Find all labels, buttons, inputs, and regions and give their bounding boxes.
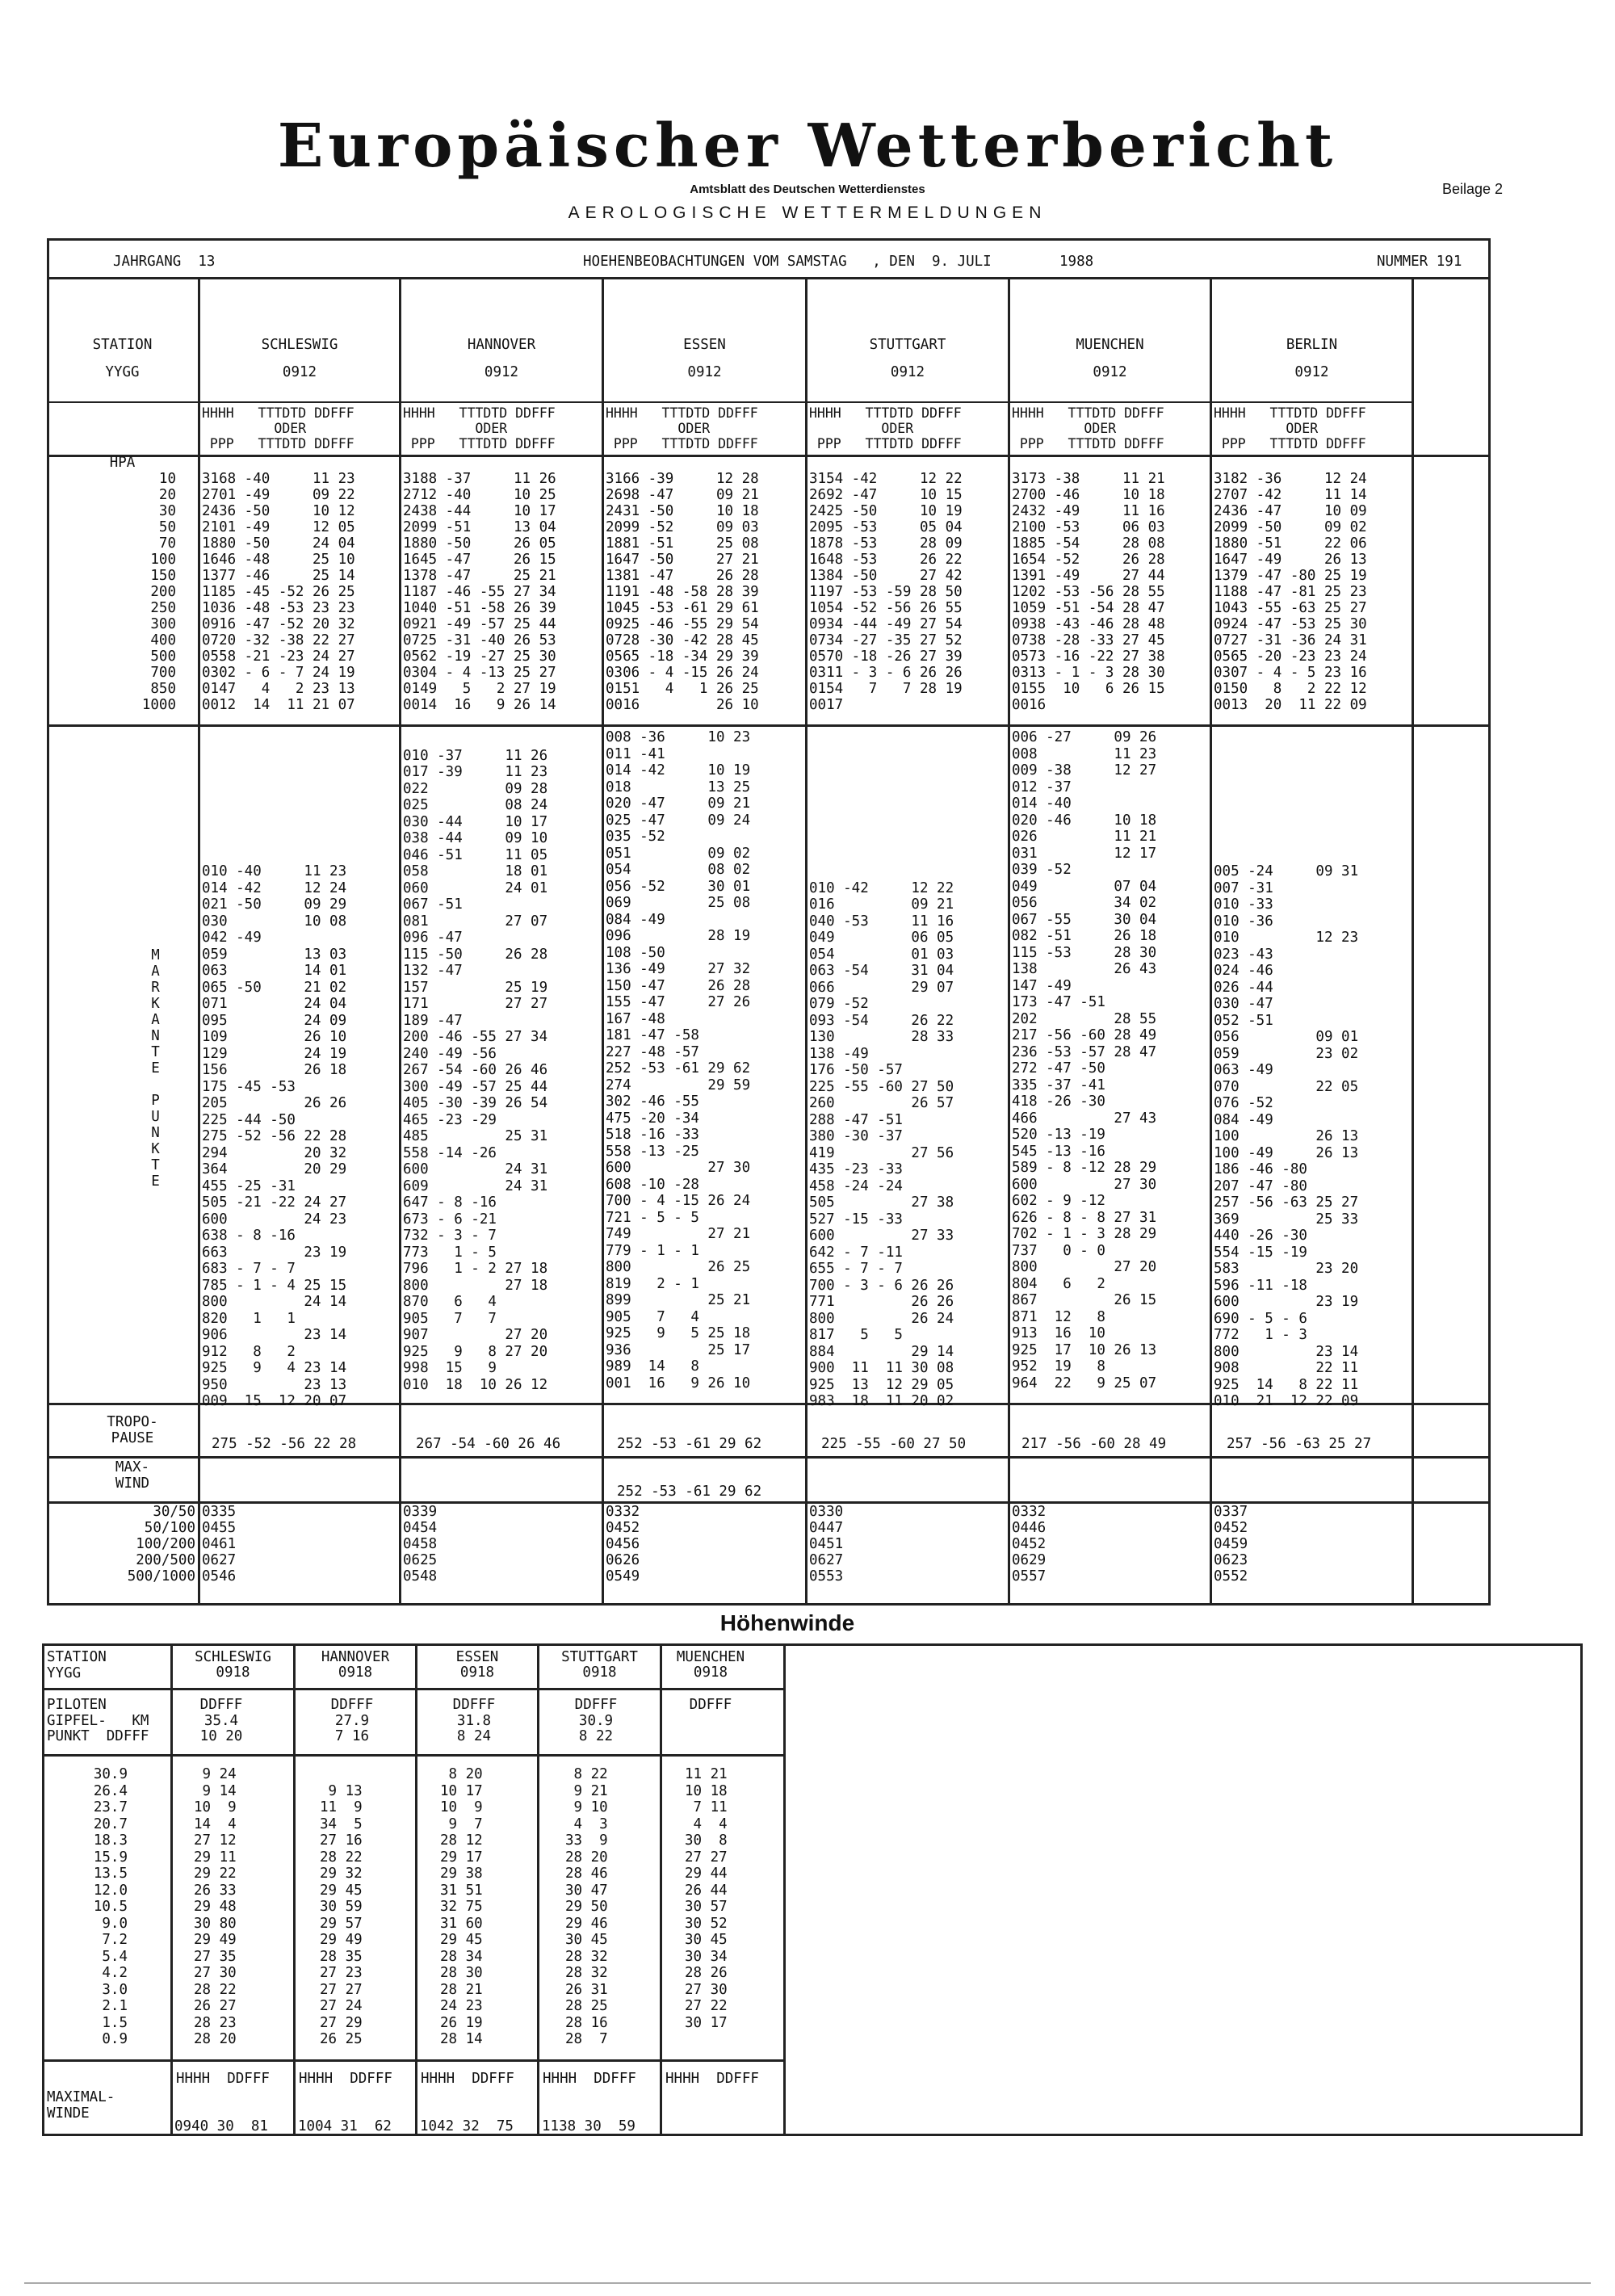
thickness-labels: 30/50 50/100 100/200 200/500 500/1000	[127, 1504, 195, 1585]
col-divider	[1008, 277, 1010, 1606]
station-name: STUTTGART	[561, 1649, 638, 1665]
col-divider	[602, 277, 604, 1606]
station-time: 0918	[338, 1664, 373, 1681]
maxwinde-head: HHHH DDFFF	[299, 2071, 392, 2087]
wind-values: 8 22 9 21 9 10 4 3 33 9 28 20 28 46 30 47 29 50 29 46 30 45 28 32 28 32 26 31 28 25 28 16 28 7	[565, 1766, 608, 2047]
tropopause-value: 252 -53 -61 29 62	[617, 1436, 762, 1452]
wind-values: 11 21 10 18 7 11 4 4 30 8 27 27 29 44 26 44 30 57 30 52 30 45 30 34 28 26 27 30 27 22 30 17	[685, 1766, 728, 2031]
significant-levels: 010 -37 11 26 017 -39 11 23 022 09 28 025 08 24 030 -44 10 17 038 -44 09 10 046 -51 11 05 058 18 01 060 24 01 067 -51 081 27 07 096 -47 115 -50 26 28 132 -47 157 25 19 171 27 27 189 -47 200 -46 -55 27 34 240 -49 -56 267 -54 -60 26 46 300 -49 -57 25 44 405 -30 -39 26 54 465 -23 -29 485 25 31 558 -14 -26 600 24 31 609 24 31 647 - 8 -16 673 - 6 -21 732 - 3 - 7 773 1 - 5 796 1 - 2 27 18 800 27 18 870 6 4 905 7 7 907 27 20 925 9 8 27 20 998 15 9 010 18 10 26 12	[403, 747, 548, 1393]
station-time: 0912	[890, 364, 925, 380]
station-time: 0918	[216, 1664, 250, 1681]
column-header: HHHH TTTDTD DDFFF ODER PPP TTTDTD DDFFF	[1012, 405, 1164, 451]
row-rule	[47, 455, 1491, 457]
significant-levels: 008 -36 10 23 011 -41 014 -42 10 19 018 13 25 020 -47 09 21 025 -47 09 24 035 -52 051 09 02 054 08 02 056 -52 30 01 069 25 08 084 -49 096 28 19 108 -50 136 -49 27 32 150 -47 26 28 155 -47 27 26 167 -48 181 -47 -58 227 -48 -57 252 -53 -61 29 62 274 29 59 302 -46 -55 475 -20 -34 518 -16 -33 558 -13 -25 600 27 30 608 -10 -28 700 - 4 -15 26 24 721 - 5 - 5 749 27 21 779 - 1 - 1 800 26 25 819 2 - 1 899 25 21 905 7 4 925 9 5 25 18 936 25 17 989 14 8 001 16 9 26 10	[606, 729, 751, 1391]
standard-levels: 3173 -38 11 21 2700 -46 10 18 2432 -49 11 16 2100 -53 06 03 1885 -54 28 08 1654 -52 26 28 1391 -49 27 44 1202 -53 -56 28 55 1059 -51 -54 28 47 0938 -43 -46 28 48 0738 -28 -33 27 45 0573 -16 -22 27 38 0313 - 1 - 3 28 30 0155 10 6 26 15 0016	[1012, 471, 1165, 713]
standard-levels: 3182 -36 12 24 2707 -42 11 14 2436 -47 10 09 2099 -50 09 02 1880 -51 22 06 1647 -49 26 13 1379 -47 -80 25 19 1188 -47 -81 25 23 1043 -55 -63 25 27 0924 -47 -53 25 30 0727 -31 -36 24 31 0565 -20 -23 23 24 0307 - 4 - 5 23 16 0150 8 2 22 12 0013 20 11 22 09	[1214, 471, 1367, 713]
tropopause-value: 217 -56 -60 28 49	[1021, 1436, 1167, 1452]
winds-section-title: Höhenwinde	[719, 1610, 855, 1635]
tropopause-value: 275 -52 -56 22 28	[212, 1436, 357, 1452]
station-name: ESSEN	[455, 1649, 499, 1665]
significant-levels: 010 -40 11 23 014 -42 12 24 021 -50 09 29 030 10 08 042 -49 059 13 03 063 14 01 065 -50 21 02 071 24 04 095 24 09 109 26 10 129 24 19 156 26 18 175 -45 -53 205 26 26 225 -44 -50 275 -52 -56 22 28 294 20 32 364 20 29 455 -25 -31 505 -21 -22 24 27 600 24 23 638 - 8 -16 663 23 19 683 - 7 - 7 785 - 1 - 4 25 15 800 24 14 820 1 1 906 23 14 912 8 2 925 9 4 23 14 950 23 13 009 15 12 20 07	[202, 863, 347, 1409]
station-name: MUENCHEN	[1076, 337, 1144, 353]
thickness-values: 0332 0446 0452 0629 0557	[1012, 1504, 1047, 1585]
tropopause-value: 267 -54 -60 26 46	[416, 1436, 561, 1452]
station-name: SCHLESWIG	[261, 337, 338, 353]
table-rule	[47, 277, 1491, 279]
maxwind-label: MAX- WIND	[115, 1459, 150, 1492]
col-divider	[805, 277, 808, 1606]
section-title: AEROLOGISCHE WETTERMELDUNGEN	[568, 204, 1047, 222]
wind-values: 9 13 11 9 34 5 27 16 28 22 29 32 29 45 30 59 29 57 29 49 28 35 27 23 27 27 27 24 27 29 26 25	[320, 1782, 363, 2047]
station-time: 0912	[1294, 364, 1329, 380]
maxwinde-value: 1042 32 75	[420, 2118, 514, 2134]
thickness-values: 0337 0452 0459 0623 0552	[1214, 1504, 1248, 1585]
col-divider	[198, 277, 200, 1606]
station-time: 0912	[282, 364, 317, 380]
maximalwinde-label: MAXIMAL- WINDE	[47, 2089, 115, 2122]
yygg-label: YYGG	[105, 364, 140, 380]
standard-levels: 3168 -40 11 23 2701 -49 09 22 2436 -50 10 12 2101 -49 12 05 1880 -50 24 04 1646 -48 25 10 1377 -46 25 14 1185 -45 -52 26 25 1036 -48 -53 23 23 0916 -47 -52 20 32 0720 -32 -38 22 27 0558 -21 -23 24 27 0302 - 6 - 7 24 19 0147 4 2 23 13 0012 14 11 21 07	[202, 471, 355, 713]
station-time: 0918	[459, 1664, 495, 1681]
station-name: SCHLESWIG	[195, 1649, 271, 1665]
pilot-summit: DDFFF 30.9 8 22	[574, 1697, 618, 1744]
piloten-label: PILOTEN GIPFEL- KM PUNKT DDFFF	[47, 1697, 149, 1744]
standard-levels: 3166 -39 12 28 2698 -47 09 21 2431 -50 10 18 2099 -52 09 03 1881 -51 25 08 1647 -50 27 21 1381 -47 26 28 1191 -48 -58 28 39 1045 -53 -61 29 61 0925 -46 -55 29 54 0728 -30 -42 28 45 0565 -18 -34 29 39 0306 - 4 -15 26 24 0151 4 1 26 25 0016 26 10	[606, 471, 759, 713]
row-rule	[47, 1456, 1491, 1459]
winds-row-rule	[42, 1688, 783, 1690]
station-name: MUENCHEN	[676, 1649, 745, 1665]
station-name: BERLIN	[1286, 337, 1338, 353]
station-name: HANNOVER	[321, 1649, 390, 1665]
pilot-summit: DDFFF 31.8 8 24	[452, 1697, 496, 1744]
wind-heights: 30.9 26.4 23.7 20.7 18.3 15.9 13.5 12.0 10.5 9.0 7.2 5.4 4.2 3.0 2.1 1.5 0.9	[93, 1766, 128, 2047]
significant-levels: 006 -27 09 26 008 11 23 009 -38 12 27 012 -37 014 -40 020 -46 10 18 026 11 21 031 12 17 039 -52 049 07 04 056 34 02 067 -55 30 04 082 -51 26 18 115 -53 28 30 138 26 43 147 -49 173 -47 -51 202 28 55 217 -56 -60 28 49 236 -53 -57 28 47 272 -47 -50 335 -37 -41 418 -26 -30 466 27 43 520 -13 -19 545 -13 -16 589 - 8 -12 28 29 600 27 30 602 - 9 -12 626 - 8 - 8 27 31 702 - 1 - 3 28 29 737 0 - 0 800 27 20 804 6 2 867 26 15 871 12 8 913 16 10 925 17 10 26 13 952 19 8 964 22 9 25 07	[1012, 729, 1157, 1391]
maxwinde-head: HHHH DDFFF	[176, 2071, 270, 2087]
row-rule	[47, 724, 1491, 727]
station-time: 0912	[687, 364, 722, 380]
significant-levels: 010 -42 12 22 016 09 21 040 -53 11 16 049 06 05 054 01 03 063 -54 31 04 066 29 07 079 -52 093 -54 26 22 130 28 33 138 -49 176 -50 -57 225 -55 -60 27 50 260 26 57 288 -47 -51 380 -30 -37 419 27 56 435 -23 -33 458 -24 -24 505 27 38 527 -15 -33 600 27 33 642 - 7 -11 655 - 7 - 7 700 - 3 - 6 26 26 771 26 26 800 26 24 817 5 5 884 29 14 900 11 11 30 08 925 13 12 29 05 983 18 11 20 02	[809, 879, 954, 1409]
station-time: 0918	[693, 1664, 728, 1681]
significant-levels: 005 -24 09 31 007 -31 010 -33 010 -36 010 12 23 023 -43 024 -46 026 -44 030 -47 052 -51 056 09 01 059 23 02 063 -49 070 22 05 076 -52 084 -49 100 26 13 100 -49 26 13 186 -46 -80 207 -47 -80 257 -56 -63 25 27 369 25 33 440 -26 -30 554 -15 -19 583 23 20 596 -11 -18 600 23 19 690 - 5 - 6 772 1 - 3 800 23 14 908 22 11 925 14 8 22 11 010 21 12 22 09	[1214, 863, 1359, 1409]
station-name: STUTTGART	[869, 337, 946, 353]
col-divider	[399, 277, 401, 1606]
column-header: HHHH TTTDTD DDFFF ODER PPP TTTDTD DDFFF	[202, 405, 354, 451]
wind-values: 8 20 10 17 10 9 9 7 28 12 29 17 29 38 31 51 32 75 31 60 29 45 28 34 28 30 28 21 24 23 26 19 28 14	[440, 1766, 483, 2047]
standard-levels: 3154 -42 12 22 2692 -47 10 15 2425 -50 10 19 2095 -53 05 04 1878 -53 28 09 1648 -53 26 22 1384 -50 27 42 1197 -53 -59 28 50 1054 -52 -56 26 55 0934 -44 -49 27 54 0734 -27 -35 27 52 0570 -18 -26 27 39 0311 - 3 - 6 26 26 0154 7 7 28 19 0017	[809, 471, 963, 713]
station-time: 0912	[484, 364, 519, 380]
hpa-label: HPA	[109, 455, 136, 471]
column-header: HHHH TTTDTD DDFFF ODER PPP TTTDTD DDFFF	[403, 405, 556, 451]
station-time: 0912	[1093, 364, 1127, 380]
col-divider	[1210, 277, 1212, 1606]
jahrgang-label: JAHRGANG 13	[113, 254, 216, 270]
winds-station-label: STATION YYGG	[47, 1649, 107, 1681]
maxwinde-value: 1138 30 59	[542, 2118, 636, 2134]
pilot-summit: DDFFF	[689, 1697, 732, 1713]
pilot-summit: DDFFF 27.9 7 16	[330, 1697, 374, 1744]
pilot-summit: DDFFF 35.4 10 20	[199, 1697, 243, 1744]
tropopause-value: 225 -55 -60 27 50	[821, 1436, 967, 1452]
standard-levels: 3188 -37 11 26 2712 -40 10 25 2438 -44 10 17 2099 -51 13 04 1880 -50 26 05 1645 -47 26 15 1378 -47 25 21 1187 -46 -55 27 34 1040 -51 -58 26 39 0921 -49 -57 25 44 0725 -31 -40 26 53 0562 -19 -27 25 30 0304 - 4 -13 25 27 0149 5 2 27 19 0014 16 9 26 14	[403, 471, 556, 713]
maxwinde-value: 1004 31 62	[298, 2118, 392, 2134]
issue-number: NUMMER 191	[1377, 254, 1462, 270]
maxwinde-head: HHHH DDFFF	[665, 2071, 759, 2087]
winds-row-rule	[42, 1754, 783, 1757]
column-header: HHHH TTTDTD DDFFF ODER PPP TTTDTD DDFFF	[809, 405, 962, 451]
wind-values: 9 24 9 14 10 9 14 4 27 12 29 11 29 22 26 33 29 48 30 80 29 49 27 35 27 30 28 22 26 27 28 23 28 20	[194, 1766, 237, 2047]
page-title: Europäischer Wetterbericht	[277, 111, 1338, 181]
markante-punkte-label: M A R K A N T E P U N K T E	[151, 947, 160, 1190]
column-header: HHHH TTTDTD DDFFF ODER PPP TTTDTD DDFFF	[606, 405, 758, 451]
winds-right-divider	[783, 1643, 786, 2136]
thickness-values: 0335 0455 0461 0627 0546	[202, 1504, 237, 1585]
thickness-values: 0332 0452 0456 0626 0549	[606, 1504, 640, 1585]
winds-row-rule	[42, 2059, 783, 2062]
pressure-levels: 10 20 30 50 70 100 150 200 250 300 400 500 700 850 1000	[141, 471, 176, 713]
thickness-values: 0330 0447 0451 0627 0553	[809, 1504, 844, 1585]
station-time: 0918	[582, 1664, 617, 1681]
maxwinde-head: HHHH DDFFF	[421, 2071, 514, 2087]
column-header: HHHH TTTDTD DDFFF ODER PPP TTTDTD DDFFF	[1214, 405, 1366, 451]
observation-date: HOEHENBEOBACHTUNGEN VOM SAMSTAG , DEN 9. JULI 1988	[583, 254, 1094, 270]
maxwind-value: 252 -53 -61 29 62	[617, 1484, 762, 1500]
beilage-label: Beilage 2	[1442, 181, 1504, 197]
tropopause-value: 257 -56 -63 25 27	[1227, 1436, 1372, 1452]
row-rule	[47, 401, 1412, 403]
page-subtitle: Amtsblatt des Deutschen Wetterdienstes	[690, 183, 925, 196]
maxwinde-head: HHHH DDFFF	[543, 2071, 636, 2087]
scan-bottom-line	[24, 2282, 1591, 2284]
tropopause-label: TROPO- PAUSE	[107, 1414, 158, 1446]
station-name: HANNOVER	[467, 337, 536, 353]
winds-table	[42, 1643, 1583, 2136]
row-rule	[47, 1501, 1491, 1504]
col-divider	[1412, 277, 1414, 1606]
thickness-values: 0339 0454 0458 0625 0548	[403, 1504, 438, 1585]
maxwinde-value: 0940 30 81	[174, 2118, 268, 2134]
station-name: ESSEN	[683, 337, 726, 353]
station-label: STATION	[92, 337, 153, 353]
